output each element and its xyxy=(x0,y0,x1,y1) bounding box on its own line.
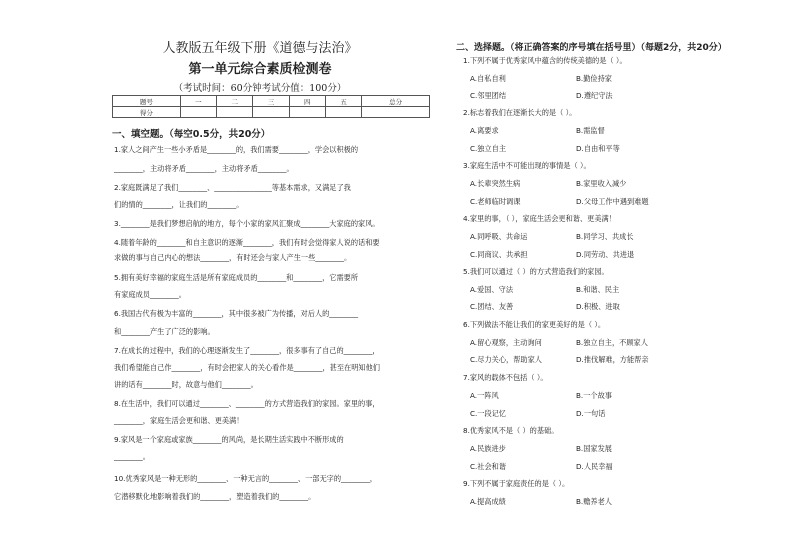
choice-question: 4.家里的事，（ ），家庭生活会更和谐、更美满！ xyxy=(463,214,616,223)
choice-question: 8.优秀家风不是（ ）的基础。 xyxy=(463,426,559,435)
score-cell: 二 xyxy=(217,96,253,107)
choice-option: B.独立自主，不顾家人 xyxy=(576,338,648,347)
choice-option: B.和谐、民主 xyxy=(576,285,620,294)
score-cell: 一 xyxy=(180,96,216,107)
choice-option: B.勤俭持家 xyxy=(576,74,612,83)
choice-option: A.离要求 xyxy=(470,126,499,135)
choice-option: D.一句话 xyxy=(576,409,606,418)
score-cell xyxy=(180,107,216,118)
part1-heading: 一、填空题。（每空0.5分，共20分） xyxy=(112,129,271,140)
fill-line: ________，主动将矛盾________，主动将矛盾________。 xyxy=(114,164,294,173)
choice-option: C.邻里团结 xyxy=(470,91,507,100)
choice-option: D.人民幸福 xyxy=(576,462,613,471)
fill-line: ________。 xyxy=(114,452,150,461)
fill-line: 它潜移默化地影响着我们的________，塑造着我们的________。 xyxy=(114,492,316,501)
score-cell: 总分 xyxy=(362,96,430,107)
choice-option: A.长辈突然生病 xyxy=(470,179,521,188)
choice-option: D.遵纪守法 xyxy=(576,91,613,100)
score-cell: 五 xyxy=(325,96,361,107)
fill-line: 讲的话有________时，故意与他们________。 xyxy=(114,380,258,389)
fill-line: 6.我国古代有极为丰富的________，其中很多被广为传播，对后人的________ xyxy=(114,309,359,318)
exam-info: （考试时间：60分钟考试分值：100分） xyxy=(173,83,347,94)
score-cell: 三 xyxy=(253,96,289,107)
choice-option: A.同呼吸、共命运 xyxy=(470,232,528,241)
choice-option: C.尽力关心，帮助家人 xyxy=(470,355,542,364)
choice-question: 2.标志着我们在逐渐长大的是（ ）。 xyxy=(463,108,577,117)
fill-line: 1.家人之间产生一些小矛盾是________的，我们需要________，学会以积极的 xyxy=(114,145,359,154)
choice-question: 6.下列做法不能让我们的家更美好的是（ ）。 xyxy=(463,320,606,329)
choice-option: B.需监督 xyxy=(576,126,605,135)
choice-question: 1.下列不属于优秀家风中蕴含的传统美德的是（ ）。 xyxy=(463,56,627,65)
fill-line: 有家庭成员________。 xyxy=(114,290,186,299)
fill-line: 3.________是我们梦想启航的地方，每个小家的家风汇聚成________大家庭的家风。 xyxy=(114,219,380,228)
choice-option: C.一段记忆 xyxy=(470,409,507,418)
choice-option: B.国家发展 xyxy=(576,444,612,453)
fill-line: 和________产生了广泛的影响。 xyxy=(114,327,215,336)
score-cell: 题号 xyxy=(113,96,181,107)
choice-option: D.积极、进取 xyxy=(576,302,620,311)
choice-option: C.团结、友善 xyxy=(470,302,514,311)
fill-line: 我们希望能自己作________，有时会把家人的关心看作是________，甚至在明知他们 xyxy=(114,363,380,372)
choice-option: B.赡养老人 xyxy=(576,497,612,506)
score-cell xyxy=(289,107,325,118)
fill-line: 7.在成长的过程中，我们的心理逐渐发生了________，很多事有了自己的________， xyxy=(114,346,380,355)
choice-option: A.提高成绩 xyxy=(470,497,506,506)
choice-option: D.父母工作中遇到难题 xyxy=(576,197,649,206)
score-cell: 四 xyxy=(289,96,325,107)
fill-line: 8.在生活中，我们可以通过________、________的方式营造我们的家园。家里的事， xyxy=(114,399,380,408)
choice-option: A.一阵风 xyxy=(470,391,499,400)
choice-option: A.自私自利 xyxy=(470,74,506,83)
fill-line: ________，家庭生活会更和谐、更美满！ xyxy=(114,416,244,425)
choice-question: 5.我们可以通过（ ）的方式营造我们的家园。 xyxy=(463,267,609,276)
choice-option: B.同学习、共成长 xyxy=(576,232,634,241)
fill-line: 10.优秀家风是一种无形的________、一种无言的________、一部无字的________， xyxy=(114,474,377,483)
fill-line: 求做的事与自己内心的想法________，有时还会与家人产生一些________。 xyxy=(114,253,352,262)
score-cell xyxy=(253,107,289,118)
choice-option: D.同劳动、共进退 xyxy=(576,250,635,259)
choice-option: C.老师临时调课 xyxy=(470,197,521,206)
choice-option: A.留心观察，主动询问 xyxy=(470,338,542,347)
score-cell xyxy=(362,107,430,118)
part2-heading: 二、选择题。（将正确答案的序号填在括号里）（每题2分，共20分） xyxy=(456,43,727,53)
score-table-header-row xyxy=(113,96,430,107)
choice-question: 7.家风的载体不包括（ ）。 xyxy=(463,373,548,382)
choice-option: D.推伐解难，方能帮亲 xyxy=(576,355,649,364)
paper-subtitle: 第一单元综合素质检测卷 xyxy=(188,62,332,77)
score-cell xyxy=(217,107,253,118)
choice-option: C.社会和谐 xyxy=(470,462,507,471)
fill-line: 5.拥有美好幸福的家庭生活是所有家庭成员的________和________，它需要所 xyxy=(114,273,359,282)
choice-option: B.家里收入减少 xyxy=(576,179,627,188)
score-table-score-row xyxy=(113,107,430,118)
choice-question: 9.下列不属于家庭责任的是（ ）。 xyxy=(463,479,570,488)
choice-option: B.一个故事 xyxy=(576,391,612,400)
choice-option: C.独立自主 xyxy=(470,144,507,153)
score-cell: 得分 xyxy=(113,107,181,118)
fill-line: 9.家风是一个家庭或家族________的风尚，是长期生活实践中不断形成的 xyxy=(114,435,344,444)
choice-option: D.自由和平等 xyxy=(576,144,620,153)
score-cell xyxy=(325,107,361,118)
fill-line: 2.家庭既满足了我们________、________________等基本需求，又满足了我 xyxy=(114,183,351,192)
fill-line: 4.随着年龄的________和自主意识的逐渐________，我们有时会觉得家人说的话和要 xyxy=(114,238,380,247)
choice-option: A.民族进步 xyxy=(470,444,506,453)
choice-question: 3.家庭生活中不可能出现的事情是（ ）。 xyxy=(463,161,591,170)
choice-option: C.同商议、共承担 xyxy=(470,250,528,259)
score-table xyxy=(112,95,430,118)
choice-option: A.爱国、守法 xyxy=(470,285,514,294)
paper-title: 人教版五年级下册《道德与法治》 xyxy=(162,41,358,56)
fill-line: 们的情的________，让我们的________。 xyxy=(114,200,244,209)
